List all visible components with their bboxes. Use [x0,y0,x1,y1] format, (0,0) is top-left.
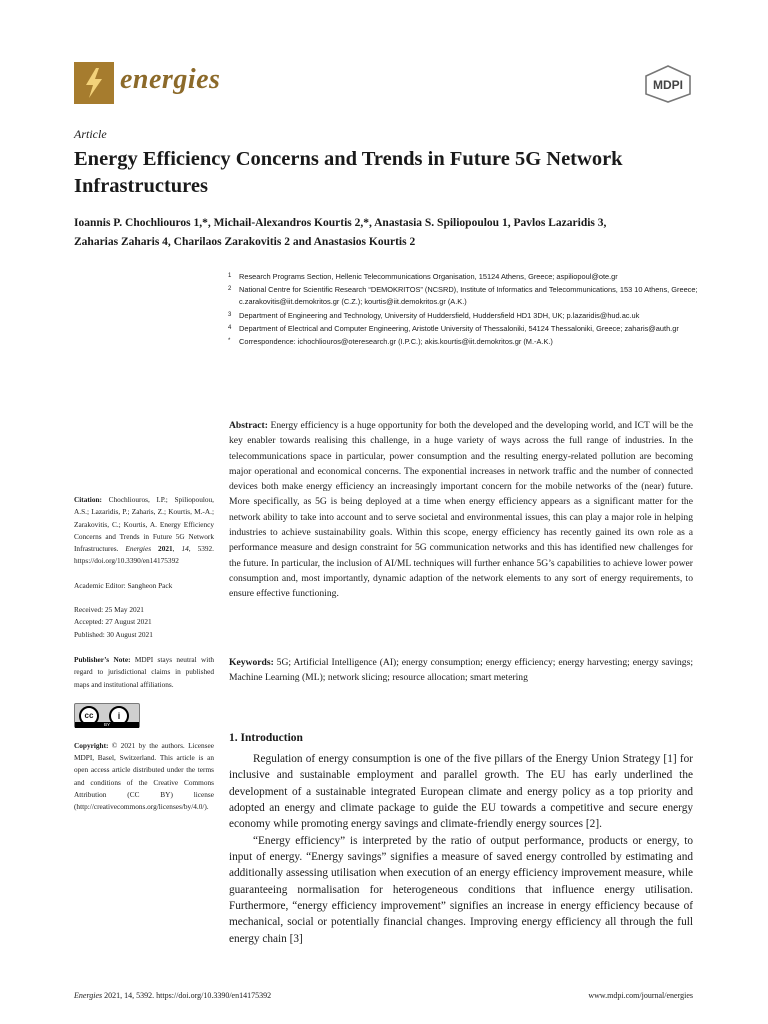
abstract-text: Energy efficiency is a huge opportunity for both the developed and the developing world, and ICT will be the key enabler towards realising this challenge, in a huge variety of ways across the full range of industries. In the telecommunications space in particular, power consumption and the resulting energy-related pollution are becoming major operational and economical concerns. The exponential increases in network traffic and the number of connected devices both make energy efficiency an increasingly important concern for the mobile networks of the (near) future. More specifically, as 5G is being deployed at a time when energy efficiency appears as a significant matter for the network ability to take into account and to serve societal and environmental issues, this can play a major role in helping industries to achieve sustainability goals. Within this scope, energy efficiency has recently gained its own role as a performance measure and design constraint for 5G communication networks and this has identified new challenges for the future. In particular, the inclusion of AI/ML techniques will further enhance 5G’s capabilities to achieve lower power consumption and, most importantly, dynamic adaption of the network elements to any sort of energy requirements, to ensure effective functioning. [229,420,694,600]
section-heading: 1. Introduction [229,732,303,744]
citation-block: Citation: Chochliouros, I.P.; Spiliopoulou, A.S.; Lazaridis, P.; Zaharis, Z.; Kourtis, M.-A.; Zarakovitis, C.; Kourtis, A. Energy Efficiency Concerns and Trends in Future 5G Network Infrastructures. Energies 2021, 14, 5392. https://doi.org/10.3390/en14175392 [74,495,215,566]
affiliations [228,271,698,349]
copyright-notice: Copyright: © 2021 by the authors. Licensee MDPI, Basel, Switzerland. This article is an open access article distributed under the terms and conditions of the Creative Commons Attribution (CC BY) license (http://creativecommons.org/licenses/by/4.0/). [74,740,214,812]
academic-editor: Academic Editor: Sangheon Pack [74,580,173,590]
abstract-label: Abstract: [229,420,268,431]
paragraph: Regulation of energy consumption is one of the five pillars of the Energy Union Strategy [1] for inclusive and sustainable employment and parallel growth. The EU has early underlined the development of a sustainable integrated European climate and energy policy as a top priority and adopted an energy and climate package to guide the EU towards a competitive and secure energy economy while promoting energy savings and climate-friendly energy sources [2]. [229,753,693,831]
keywords-label: Keywords: [229,657,274,668]
affiliation-item: 1 Research Programs Section, Hellenic Telecommunications Organisation, 15124 Athens, Greece; aspiliopoul@ote.gr [228,272,618,281]
paragraph: “Energy efficiency” is interpreted by the ratio of output performance, products or energy, to input of energy. “Energy savings” signifies a measure of saved energy controlled by estimating and additionally assessing utilisation when execution of an energy efficiency improvement measure, while guaranteeing normalisation for heterogeneous conditions that influence energy utilisation. Furthermore, “energy efficiency improvement” signifies an increase in energy efficiency because of mechanical, social or potentially financial changes. Improving energy efficiency all through the full energy chain [3] [229,834,693,945]
mdpi-logo-text: MDPI [653,78,683,92]
footer-citation: Energies 2021, 14, 5392. https://doi.org/10.3390/en14175392 [74,991,272,1000]
journal-header [74,60,694,106]
article-type: Article [74,127,107,141]
author-list [74,214,694,252]
cc-icon: cc [79,706,99,726]
author-line-2: Zaharias Zaharis 4, Charilaos Zarakovitis 2 and Anastasios Kourtis 2 [74,236,416,248]
publication-dates [74,604,214,641]
attribution-icon: i [109,706,129,726]
journal-name: energies [120,64,221,95]
footer-url[interactable]: www.mdpi.com/journal/energies [588,991,693,1000]
accepted-date: Accepted: 27 August 2021 [74,617,152,627]
abstract [229,418,693,602]
correspondence-item: * Correspondence: ichochliouros@oteresearch.gr (I.P.C.); akis.kourtis@iit.demokritos.gr (M.-A.K.) [228,337,553,347]
keywords-text: 5G; Artificial Intelligence (AI); energy consumption; energy efficiency; energy harvesting; energy savings; Machine Learning (ML); network slicing; resource allocation; smart metering [229,657,693,684]
publisher-note: Publisher’s Note: MDPI stays neutral with regard to jurisdictional claims in published maps and institutional affiliations. [74,654,215,689]
published-date: Published: 30 August 2021 [74,629,153,639]
author-line-1: Ioannis P. Chochliouros 1,*, Michail-Alexandros Kourtis 2,*, Anastasia S. Spiliopoulou 1, Pavlos Lazaridis 3, [74,217,607,229]
affiliation-item: 3 Department of Engineering and Technology, University of Huddersfield, Huddersfield HD1 3DH, UK; p.lazaridis@hud.ac.uk [228,310,640,320]
keywords [229,655,693,686]
cc-by-license-icon[interactable] [74,703,140,728]
affiliation-item: 4 Department of Electrical and Computer Engineering, Aristotle University of Thessaloniki, 54124 Thessaloniki, Greece; zaharis@auth.gr [228,323,679,333]
sidebar [74,494,214,826]
mdpi-logo [642,64,694,104]
cc-by-label: BY [75,722,139,728]
journal-logo-icon [74,62,114,104]
affiliation-item: 2 National Centre for Scientific Research “DEMOKRITOS” (NCSRD), Institute of Informatics and Telecommunications, 153 10 Athens, Greece; c.zarakovitis@iit.demokritos.gr (C.Z.); kourtis@iit.demokritos.gr (A.K.) [228,285,698,307]
received-date: Received: 25 May 2021 [74,605,144,615]
introduction-body [229,751,693,947]
paper-title: Energy Efficiency Concerns and Trends in Future 5G Network Infrastructures [74,148,623,197]
citation-doi-link[interactable]: https://doi.org/10.3390/en14175392 [74,556,179,566]
